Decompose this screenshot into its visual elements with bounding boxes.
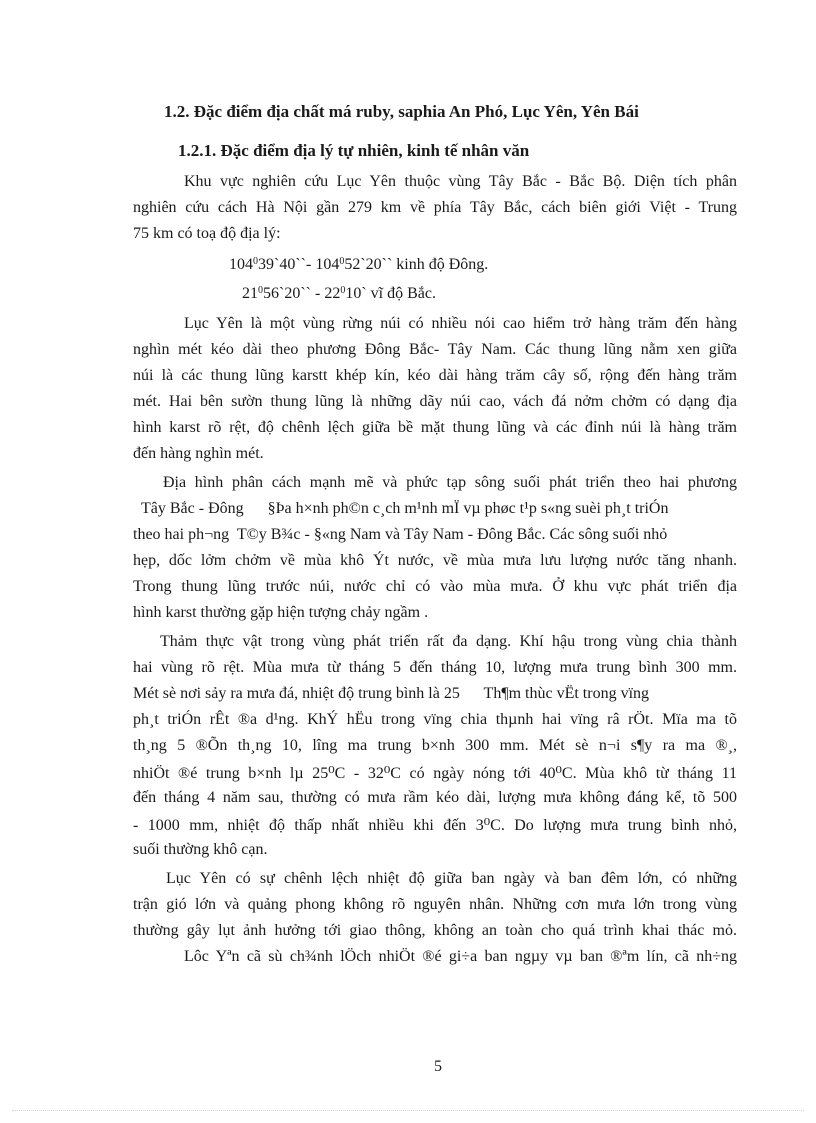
para4-line: Thảm thực vật trong vùng phát triển rất đa dạng. Khí hậu trong vùng chia thành: [160, 633, 737, 650]
para5-line: Lục Yên có sự chênh lệch nhiệt độ giữa ban ngày và ban đêm lớn, có những: [166, 870, 737, 887]
para3-line: Địa hình phân cách mạnh mẽ và phức tạp sông suối phát triển theo hai phương: [163, 474, 737, 491]
para3-line: theo hai ph¬ng T©y B¾c - §«ng Nam và Tây Nam - Đông Bắc. Các sông suối nhỏ: [133, 526, 668, 543]
para5-line: Lôc Yªn cã sù ch¾nh lÖch nhiÖt ®é gi÷a ban ngµy vµ ban ®ªm lín, cã nh÷ng: [184, 948, 737, 965]
para4-line: - 1000 mm, nhiệt độ thấp nhất nhiều khi đến 3⁰C. Do lượng mưa trung bình nhỏ,: [133, 817, 737, 834]
para2-line: hình karst rõ rệt, độ chênh lệch giữa bề mặt thung lũng và các đỉnh núi là hàng trăm: [133, 419, 737, 436]
para5-line: thường gây lụt ảnh hưởng tới giao thông, không an toàn cho quá trình khai thác mỏ.: [133, 922, 737, 939]
para2-line: Lục Yên là một vùng rừng núi có nhiều nói cao hiểm trở hàng trăm đến hàng: [184, 315, 737, 332]
para4-line: đến tháng 4 năm sau, thường có mưa rầm kéo dài, lượng mưa không đáng kể, tõ 500: [133, 789, 737, 806]
para1-line: Khu vực nghiên cứu Lục Yên thuộc vùng Tây Bắc - Bắc Bộ. Diện tích phân: [184, 173, 737, 190]
para4-line: nhiÖt ®é trung b×nh lµ 25⁰C - 32⁰C có ngày nóng tới 40⁰C. Mùa khô từ tháng 11: [133, 765, 737, 782]
para2-line: đến hàng nghìn mét.: [133, 445, 264, 462]
subsection-heading: 1.2.1. Đặc điểm địa lý tự nhiên, kinh tế nhân văn: [178, 141, 530, 160]
latitude-line: $21^056`20``$ - $22^010`$ vĩ độ Bắc.: [242, 285, 436, 302]
para5-line: trận gió lớn và quảng phong không rõ nguyên nhân. Những cơn mưa lớn trong vùng: [133, 896, 737, 913]
para4-line: Mét sè nơi sảy ra mưa đá, nhiệt độ trung bình là 25 Th¶m thùc vËt trong vïng: [133, 685, 650, 702]
longitude-line: $104^039`40``-$ $104^052`20``$ kinh độ Đông.: [229, 256, 489, 273]
para3-line: hẹp, dốc lởm chởm về mùa khô Ýt nước, về mùa mưa lưu lượng nước tăng nhanh.: [133, 552, 737, 569]
para1-line: 75 km có toạ độ địa lý:: [133, 225, 281, 242]
para2-line: mét. Hai bên sườn thung lũng là những dãy núi cao, vách đá nởm chởm có dạng địa: [133, 393, 737, 410]
para3-line: Trong thung lũng trước núi, nước chỉ có vào mùa mưa. Ở khu vực phát triển địa: [133, 578, 737, 595]
page-bottom-divider: [12, 1110, 804, 1111]
para1-line: nghiên cứu cách Hà Nội gần 279 km về phía Tây Bắc, cách biên giới Việt - Trung: [133, 199, 737, 216]
para3-line: Tây Bắc - Đông §Þa h×nh ph©n c¸ch m¹nh mÏ vµ phøc t¹p s«ng suèi ph¸t triÓn: [141, 500, 669, 517]
page-number: 5: [434, 1058, 442, 1075]
para4-line: th¸ng 5 ®Õn th¸ng 10, lîng ma trung b×nh 300 mm. Mét sè n¬i s¶y ra ma ®¸,: [133, 737, 737, 754]
para3-line: hình karst thường gặp hiện tượng chảy ngầm .: [133, 604, 429, 621]
para4-line: suối thường khô cạn.: [133, 841, 268, 858]
para4-line: ph¸t triÓn rÊt ®a d¹ng. KhÝ hËu trong vïng chia thµnh hai vïng râ rÖt. Mïa ma tõ: [133, 711, 737, 728]
para2-line: núi là các thung lũng karstt khép kín, kéo dài hàng trăm cây số, rộng đến hàng trăm: [133, 367, 737, 384]
section-heading: 1.2. Đặc điểm địa chất má ruby, saphia An Phó, Lục Yên, Yên Bái: [164, 102, 639, 121]
para2-line: nghìn mét kéo dài theo phương Đông Bắc- Tây Nam. Các thung lũng nằm xen giữa: [133, 341, 737, 358]
para4-line: hai vùng rõ rệt. Mùa mưa từ tháng 5 đến tháng 10, lượng mưa trung bình 300 mm.: [133, 659, 737, 676]
